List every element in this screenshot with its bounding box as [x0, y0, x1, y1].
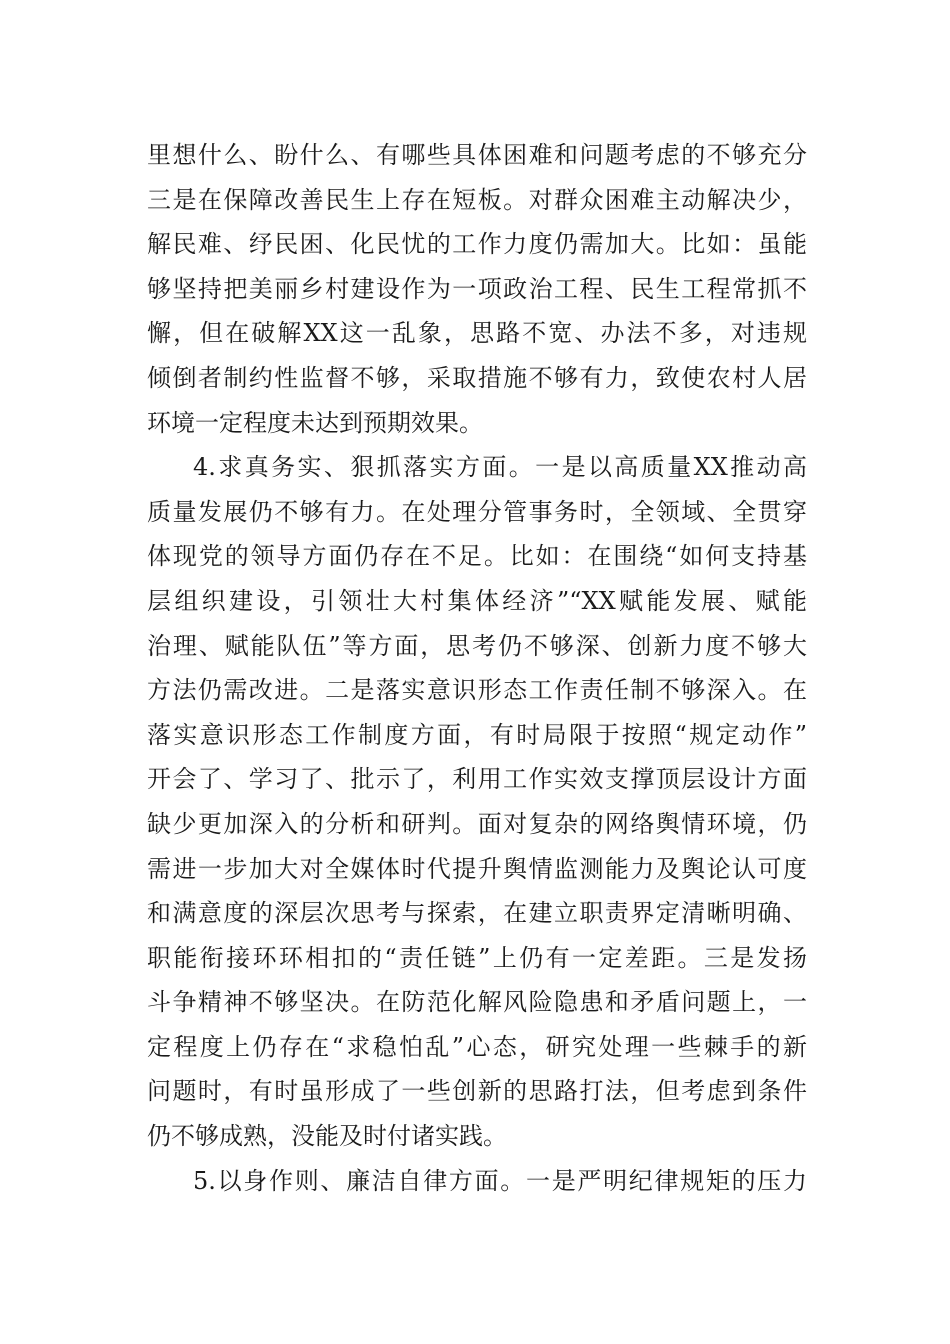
text-line: 治理、赋能队伍”等方面，思考仍不够深、创新力度不够大 [147, 631, 807, 660]
text-line: 定程度上仍存在“求稳怕乱”心态，研究处理一些棘手的新 [147, 1032, 807, 1061]
text-line: 层组织建设，引领壮大村集体经济”“XX赋能发展、赋能 [147, 586, 807, 615]
text-line: 质量发展仍不够有力。在处理分管事务时，全领域、全贯穿 [147, 497, 807, 526]
text-line: 解民难、纾民困、化民忧的工作力度仍需加大。比如：虽能 [147, 230, 807, 259]
text-line: 开会了、学习了、批示了，利用工作实效支撑顶层设计方面 [147, 765, 807, 794]
text-line: 斗争精神不够坚决。在防范化解风险隐患和矛盾问题上，一 [147, 988, 807, 1017]
text-line: 体现党的领导方面仍存在不足。比如：在围绕“如何支持基 [147, 542, 807, 571]
text-line: 里想什么、盼什么、有哪些具体困难和问题考虑的不够充分 [147, 141, 807, 169]
text-line: 问题时，有时虽形成了一些创新的思路打法，但考虑到条件 [147, 1077, 807, 1106]
document-body [147, 133, 807, 1203]
text-line: 懈，但在破解XX这一乱象，思路不宽、办法不多，对违规 [147, 319, 807, 348]
text-line: 够坚持把美丽乡村建设作为一项政治工程、民生工程常抓不 [147, 274, 807, 303]
text-line: 三是在保障改善民生上存在短板。对群众困难主动解决少， [147, 185, 807, 214]
text-line: 职能衔接环环相扣的“责任链”上仍有一定差距。三是发扬 [147, 943, 807, 972]
text-line: 方法仍需改进。二是落实意识形态工作责任制不够深入。在 [147, 676, 807, 705]
text-line: 5.以身作则、廉洁自律方面。一是严明纪律规矩的压力 [193, 1166, 807, 1195]
text-line: 和满意度的深层次思考与探索，在建立职责界定清晰明确、 [147, 899, 807, 928]
text-line: 环境一定程度未达到预期效果。 [147, 408, 483, 437]
text-line: 落实意识形态工作制度方面，有时局限于按照“规定动作” [147, 720, 807, 749]
text-line: 缺少更加深入的分析和研判。面对复杂的网络舆情环境，仍 [147, 809, 807, 838]
text-line: 倾倒者制约性监督不够，采取措施不够有力，致使农村人居 [147, 363, 807, 392]
text-line: 仍不够成熟，没能及时付诸实践。 [147, 1122, 507, 1151]
text-line: 需进一步加大对全媒体时代提升舆情监测能力及舆论认可度 [147, 854, 807, 883]
text-line: 4.求真务实、狠抓落实方面。一是以高质量XX推动高 [193, 453, 807, 482]
